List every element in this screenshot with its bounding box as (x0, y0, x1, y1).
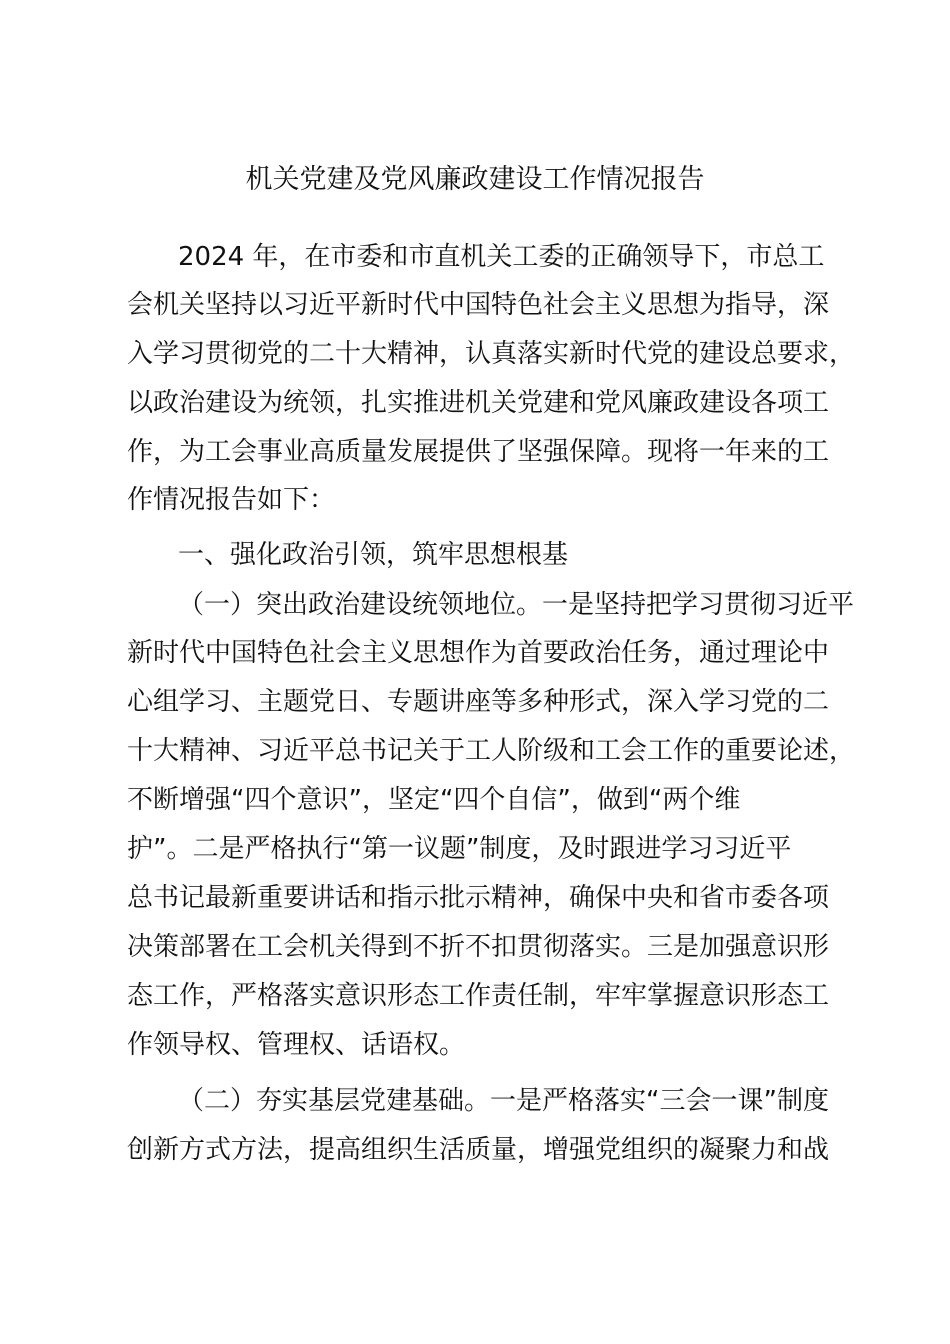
document-title: 机关党建及党风廉政建设工作情况报告 (245, 164, 705, 195)
paragraph-1-line-5: 作，为工会事业高质量发展提供了坚强保障。现将一年来的工 (127, 437, 830, 467)
paragraph-2-line-7: 总书记最新重要讲话和指示批示精神，确保中央和省市委各项 (127, 883, 830, 913)
paragraph-2-line-2: 新时代中国特色社会主义思想作为首要政治任务，通过理论中 (127, 638, 830, 668)
paragraph-1-line-2: 会机关坚持以习近平新时代中国特色社会主义思想为指导，深 (127, 290, 830, 320)
paragraph-2-line-5: 不断增强“四个意识”，坚定“四个自信”，做到“两个维 (127, 785, 741, 815)
paragraph-2-line-6: 护”。二是严格执行“第一议题”制度，及时跟进学习习近平 (127, 834, 792, 864)
paragraph-1-line-3: 入学习贯彻党的二十大精神，认真落实新时代党的建设总要求， (127, 339, 856, 369)
paragraph-1-line-4: 以政治建设为统领，扎实推进机关党建和党风廉政建设各项工 (127, 388, 830, 418)
paragraph-1-line-1: 2024 年，在市委和市直机关工委的正确领导下，市总工 (178, 242, 825, 272)
paragraph-3-line-2: 创新方式方法，提高组织生活质量，增强党组织的凝聚力和战 (127, 1135, 830, 1165)
paragraph-2-line-10: 作领导权、管理权、话语权。 (127, 1030, 466, 1060)
paragraph-2-line-9: 态工作，严格落实意识形态工作责任制，牢牢掌握意识形态工 (127, 981, 830, 1011)
section-heading-1: 一、强化政治引领，筑牢思想根基 (178, 540, 569, 570)
paragraph-3-line-1: （二）夯实基层党建基础。一是严格落实“三会一课”制度 (178, 1086, 829, 1116)
paragraph-1-line-6: 作情况报告如下： (127, 485, 336, 515)
paragraph-2-line-4: 十大精神、习近平总书记关于工人阶级和工会工作的重要论述， (127, 736, 856, 766)
paragraph-2-line-8: 决策部署在工会机关得到不折不扣贯彻落实。三是加强意识形 (127, 932, 830, 962)
paragraph-2-line-3: 心组学习、主题党日、专题讲座等多种形式，深入学习党的二 (127, 687, 830, 717)
paragraph-2-line-1: （一）突出政治建设统领地位。一是坚持把学习贯彻习近平 (178, 590, 855, 620)
